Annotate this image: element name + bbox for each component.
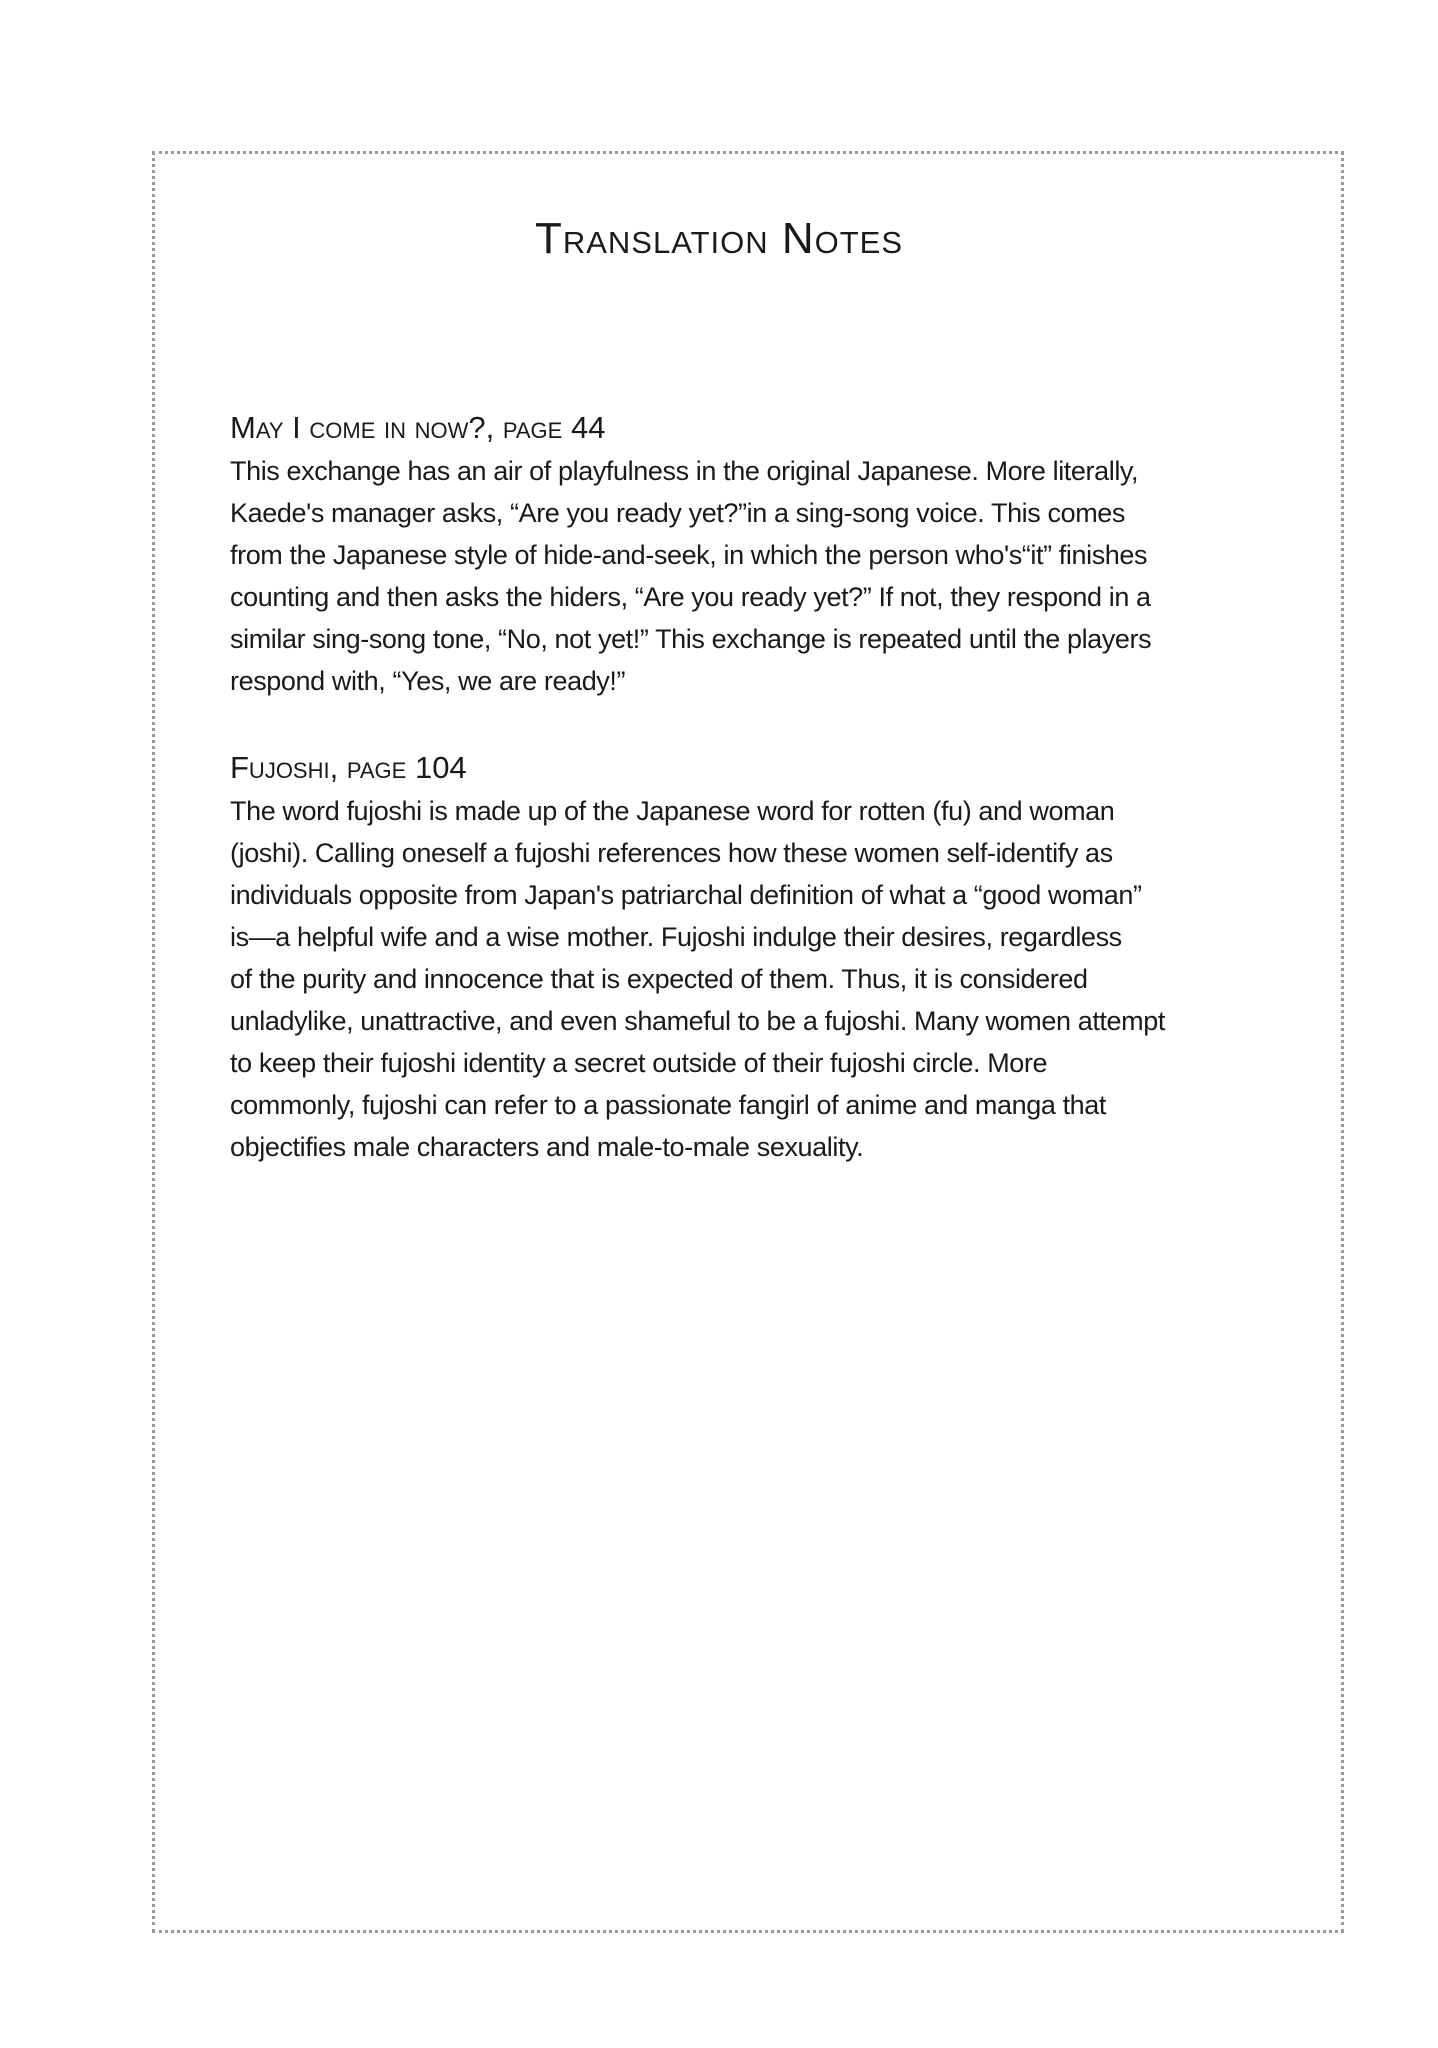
note-line: from the Japanese style of hide-and-seek, in which the person who's“it” finishes bbox=[230, 540, 1148, 570]
note-line: individuals opposite from Japan's patriarchal definition of what a “good woman” bbox=[230, 880, 1142, 910]
note-heading: Fujoshi, page 104 bbox=[230, 750, 467, 785]
note-line: is—a helpful wife and a wise mother. Fujoshi indulge their desires, regardless bbox=[230, 922, 1122, 952]
note-body bbox=[230, 450, 1280, 702]
note-line: commonly, fujoshi can refer to a passionate fangirl of anime and manga that bbox=[230, 1090, 1107, 1120]
note-body bbox=[230, 790, 1280, 1168]
note-fujoshi bbox=[230, 746, 1280, 1168]
note-line: unladylike, unattractive, and even shameful to be a fujoshi. Many women attempt bbox=[230, 1006, 1165, 1036]
note-line: The word fujoshi is made up of the Japanese word for rotten (fu) and woman bbox=[230, 796, 1115, 826]
note-line: (joshi). Calling oneself a fujoshi references how these women self-identify as bbox=[230, 838, 1113, 868]
note-may-i-come-in bbox=[230, 406, 1280, 702]
note-line: similar sing-song tone, “No, not yet!” This exchange is repeated until the players bbox=[230, 624, 1152, 654]
note-line: respond with, “Yes, we are ready!” bbox=[230, 666, 626, 696]
note-line: to keep their fujoshi identity a secret outside of their fujoshi circle. More bbox=[230, 1048, 1048, 1078]
note-heading: May I come in now?, page 44 bbox=[230, 410, 606, 445]
note-line: counting and then asks the hiders, “Are you ready yet?” If not, they respond in a bbox=[230, 582, 1151, 612]
note-line: Kaede's manager asks, “Are you ready yet?”in a sing-song voice. This comes bbox=[230, 498, 1126, 528]
note-line: This exchange has an air of playfulness in the original Japanese. More literally, bbox=[230, 456, 1139, 486]
note-line: objectifies male characters and male-to-male sexuality. bbox=[230, 1132, 864, 1162]
note-line: of the purity and innocence that is expected of them. Thus, it is considered bbox=[230, 964, 1088, 994]
page-title: Translation Notes bbox=[534, 214, 904, 263]
